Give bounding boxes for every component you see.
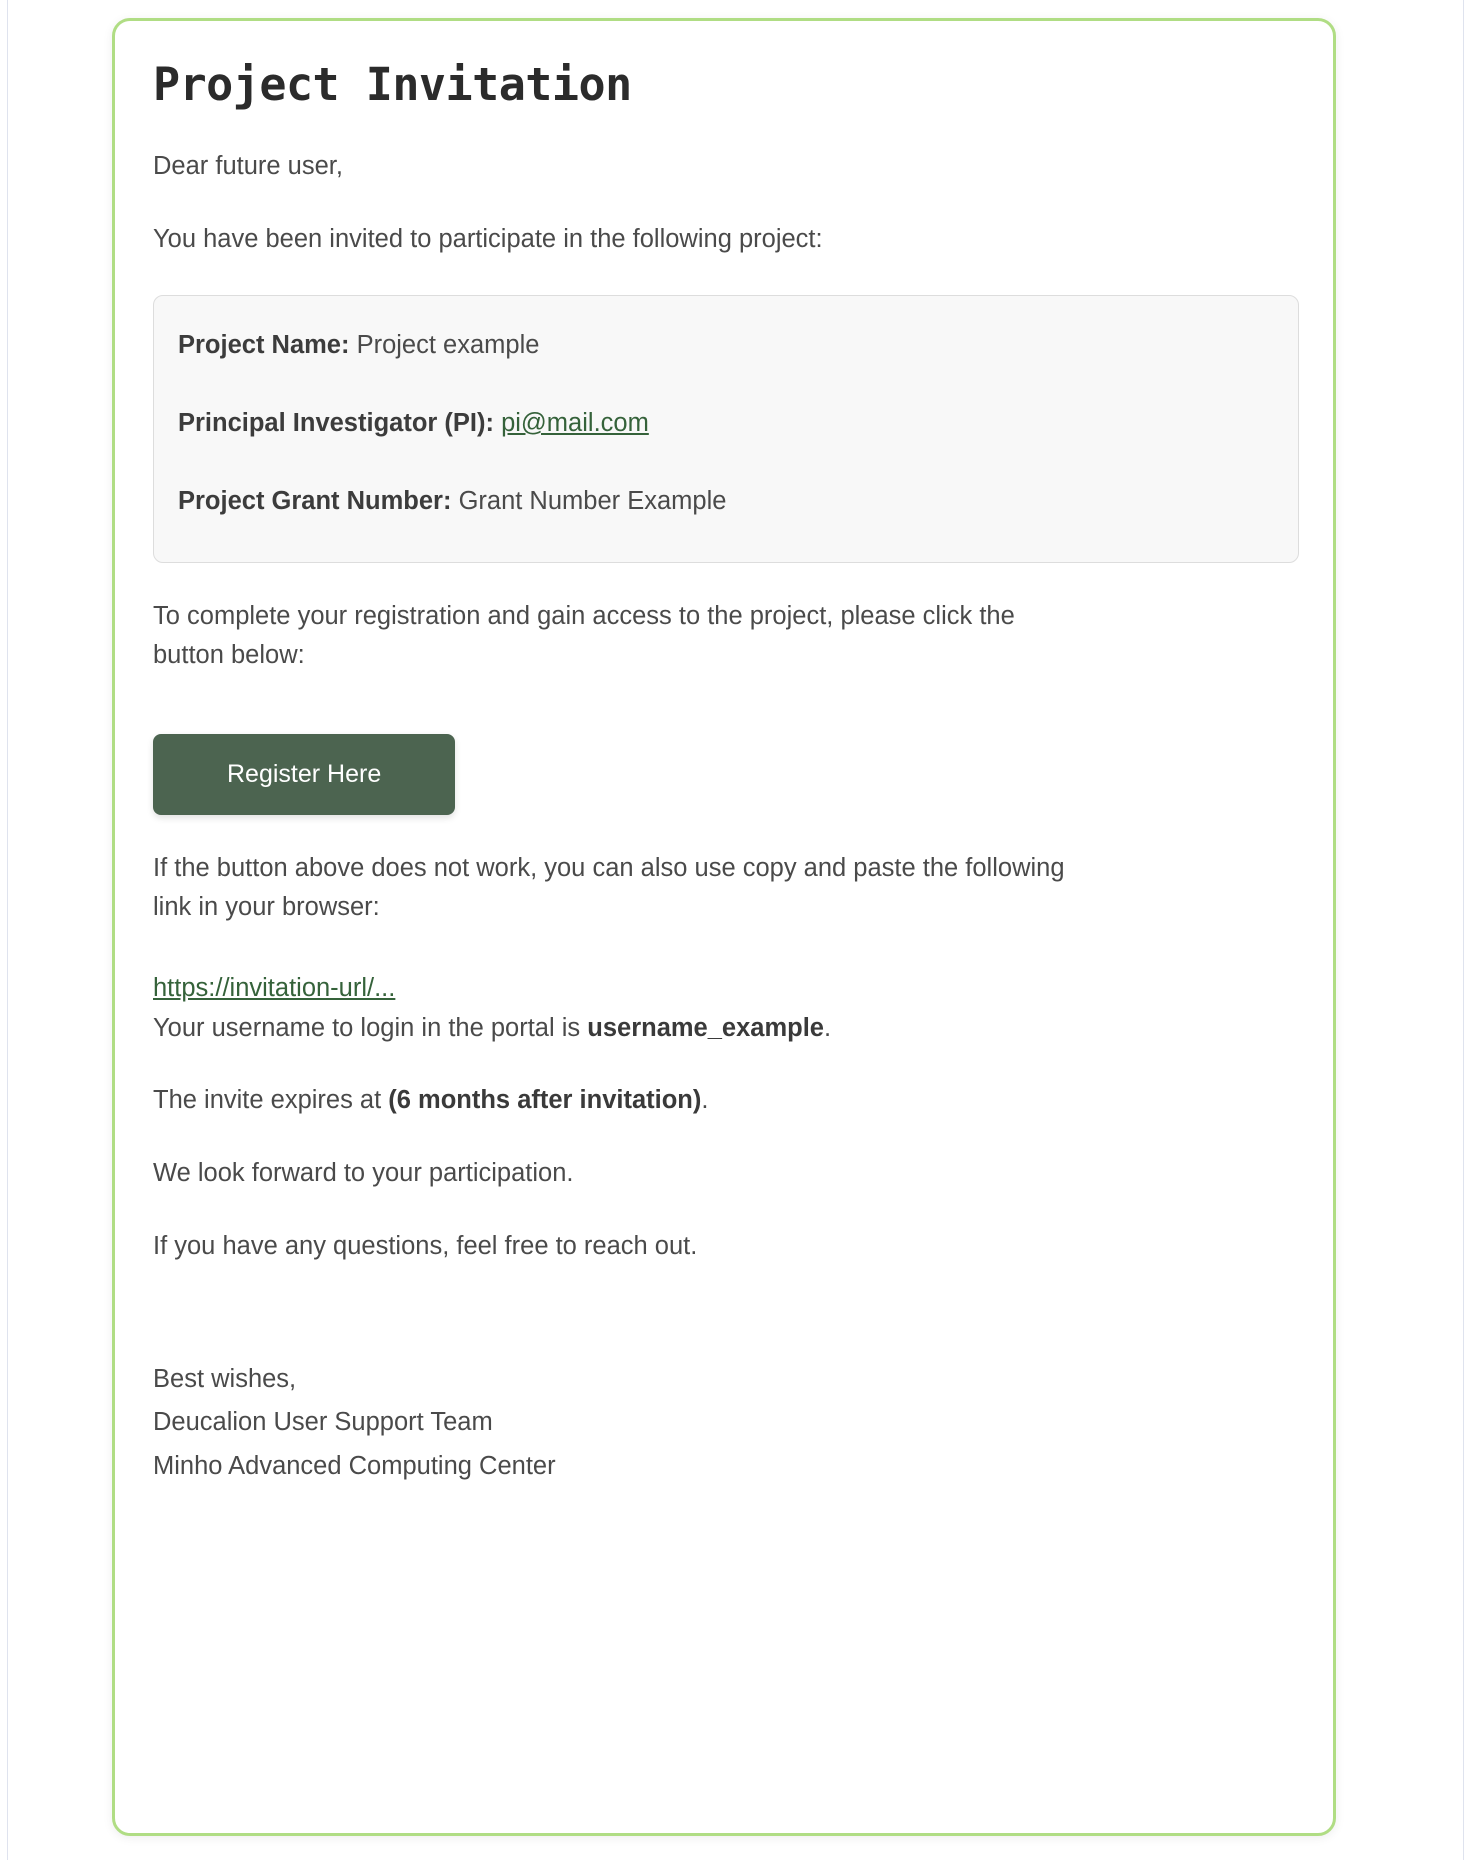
detail-value-project-name: Project example xyxy=(356,330,540,359)
fallback-intro-text: If the button above does not work, you can also use copy and paste the following link in your browser: xyxy=(153,854,1065,921)
project-details-panel xyxy=(153,295,1299,563)
page-left-edge-line xyxy=(7,0,8,1860)
username-line xyxy=(153,1009,1295,1047)
intro-text: You have been invited to participate in the following project: xyxy=(153,225,823,253)
expiry-value: (6 months after invitation) xyxy=(388,1086,702,1115)
detail-label-principal-investigator: Principal Investigator (PI): xyxy=(178,409,494,437)
detail-value-grant-number: Grant Number Example xyxy=(458,487,727,516)
expiry-line xyxy=(153,1081,1083,1120)
detail-row-project-name xyxy=(178,326,1274,364)
page-title: Project Invitation xyxy=(153,58,632,111)
cta-intro-text: To complete your registration and gain access to the project, please click the button below: xyxy=(153,601,1015,669)
signature-line-3: Minho Advanced Computing Center xyxy=(153,1452,556,1481)
detail-row-principal-investigator xyxy=(178,404,1274,442)
register-button-wrapper xyxy=(153,734,1295,815)
expiry-line-prefix: The invite expires at xyxy=(153,1086,389,1115)
username-line-prefix: Your username to login in the portal is xyxy=(153,1014,588,1042)
username-line-suffix: . xyxy=(823,1014,832,1042)
register-here-button[interactable]: Register Here xyxy=(153,734,455,815)
detail-label-grant-number: Project Grant Number: xyxy=(178,487,452,516)
signature-line-1: Best wishes, xyxy=(153,1364,297,1393)
pi-email-link[interactable]: pi@mail.com xyxy=(501,409,649,437)
detail-row-grant-number xyxy=(178,482,1274,520)
detail-label-project-name: Project Name: xyxy=(178,330,350,359)
username-value: username_example xyxy=(587,1014,824,1042)
invitation-card xyxy=(112,18,1336,1836)
closing-text-2: If you have any questions, feel free to reach out. xyxy=(153,1231,698,1260)
invitation-url-link[interactable]: https://invitation-url/... xyxy=(153,973,396,1002)
signature-line-2: Deucalion User Support Team xyxy=(153,1408,493,1437)
expiry-line-suffix: . xyxy=(701,1086,709,1115)
closing-text-1: We look forward to your participation. xyxy=(153,1159,574,1187)
invite-link-block xyxy=(153,969,1295,1048)
signature-block xyxy=(153,1358,1295,1490)
greeting-text: Dear future user, xyxy=(153,152,343,181)
page-right-edge-line xyxy=(1463,0,1464,1860)
